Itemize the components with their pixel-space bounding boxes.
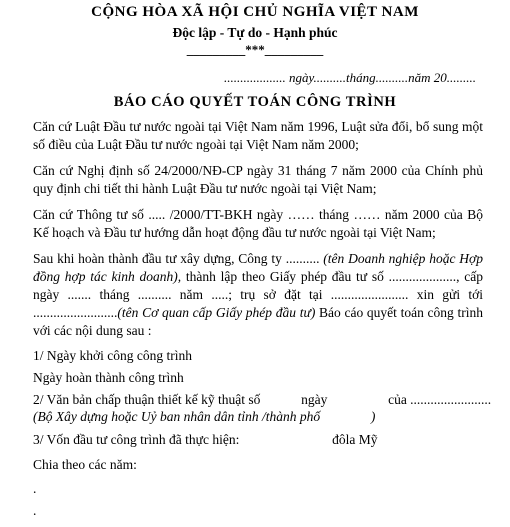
year-bullet-1: . xyxy=(33,481,37,496)
document-title: BÁO CÁO QUYẾT TOÁN CÔNG TRÌNH xyxy=(113,94,397,110)
paragraph-decree-basis: Căn cứ Nghị định số 24/2000/NĐ-CP ngày 31 tháng 7 năm 2000 của Chính phủ quy định chi tiết thi hành Luật Đầu tư nước ngoài tại Việt Nam; xyxy=(33,163,483,196)
intro-company-note: (tên Doanh nghiệp hoặc Hợp đồng hợp tác kinh doanh), xyxy=(33,251,483,284)
year-bullet-2: . xyxy=(33,503,37,518)
intro-text-a: Sau khi hoàn thành đầu tư xây dựng, Công ty .......... xyxy=(33,251,324,266)
capital-label: 3/ Vốn đầu tư công trình đã thực hiện: xyxy=(33,432,240,447)
item-end-date: Ngày hoàn thành công trình xyxy=(33,370,184,385)
intro-text-c: thành lập theo Giấy phép đầu tư số ...................., cấp ngày ....... tháng .......... năm .....; trụ sở đặt tại ....................... xin gửi tới ......................... xyxy=(33,269,483,320)
item-by-year: Chia theo các năm: xyxy=(33,457,137,472)
approval-issuer-label: của ........................ xyxy=(388,392,492,407)
approval-date-label: ngày xyxy=(301,392,328,407)
capital-unit: đôla Mỹ xyxy=(332,432,378,447)
approval-label: 2/ Văn bản chấp thuận thiết kế kỹ thuật số xyxy=(33,392,261,407)
national-title: CỘNG HÒA XÃ HỘI CHỦ NGHĨA VIỆT NAM xyxy=(91,4,419,20)
date-line: ................... ngày..........tháng..........năm 20......... xyxy=(223,70,476,85)
item-approval xyxy=(33,391,491,409)
header-separator: _________***_________ xyxy=(186,42,324,57)
approval-note-text: (Bộ Xây dựng hoặc Uỷ ban nhân dân tỉnh /thành phố xyxy=(33,409,321,424)
approval-note-close: ) xyxy=(370,409,376,424)
item-capital xyxy=(33,431,377,449)
paragraph-report-intro xyxy=(33,250,483,340)
item-approval-note xyxy=(33,408,375,426)
intro-agency-note: (tên Cơ quan cấp Giấy phép đầu tư) xyxy=(117,305,316,320)
paragraph-law-basis: Căn cứ Luật Đầu tư nước ngoài tại Việt Nam năm 1996, Luật sửa đổi, bổ sung một số điều của Luật Đầu tư nước ngoài tại Việt Nam năm 2000; xyxy=(33,119,483,152)
item-start-date: 1/ Ngày khởi công công trình xyxy=(33,348,192,363)
paragraph-circular-basis: Căn cứ Thông tư số ..... /2000/TT-BKH ngày …… tháng …… năm 2000 của Bộ Kế hoạch và Đầu tư hướng dẫn hoạt động đầu tư nước ngoài tại Việt Nam; xyxy=(33,207,483,240)
national-motto: Độc lập - Tự do - Hạnh phúc xyxy=(172,25,338,40)
intro-text-e: Báo cáo quyết toán công trình với các nội dung sau : xyxy=(33,305,483,338)
